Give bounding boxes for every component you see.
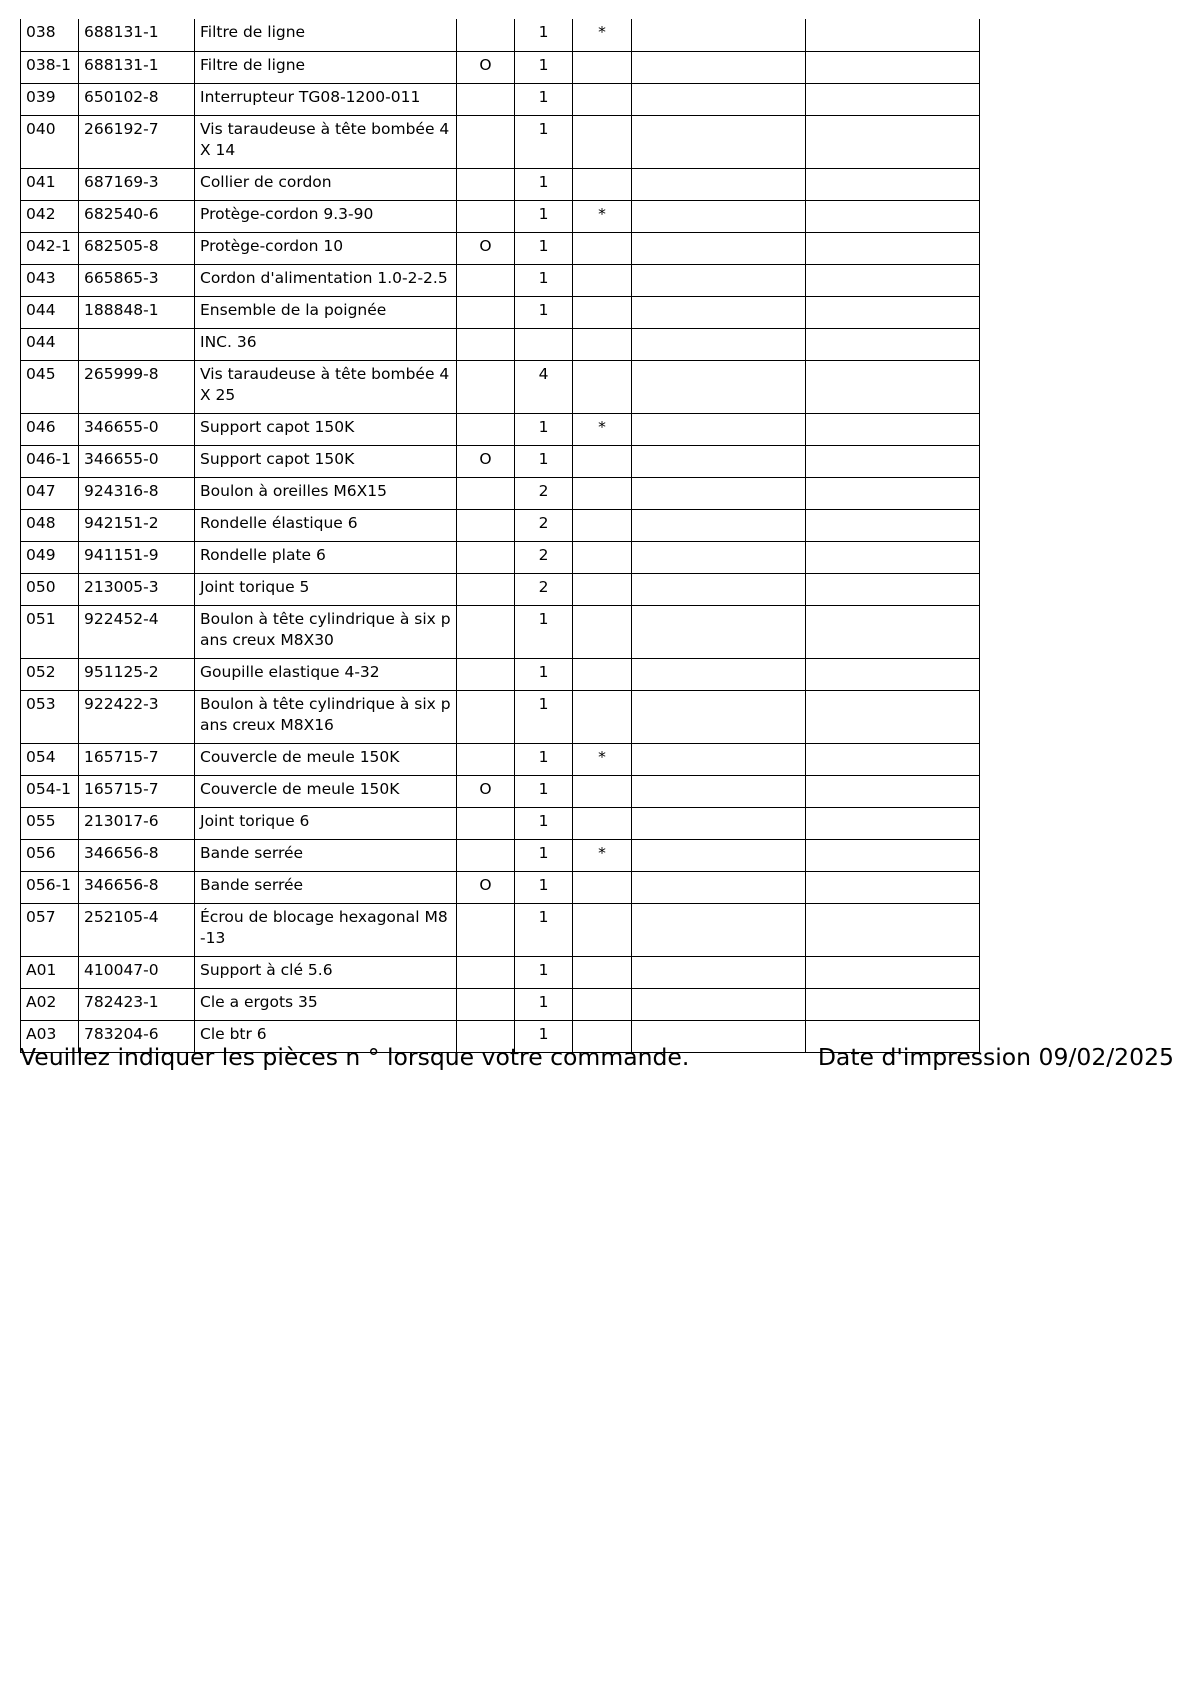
item-number-cell: 047 xyxy=(21,477,79,509)
description-cell: Support à clé 5.6 xyxy=(195,956,457,988)
description-cell: Boulon à tête cylindrique à six pans creux M8X30 xyxy=(195,605,457,658)
quantity-cell: 1 xyxy=(515,605,573,658)
quantity-cell: 1 xyxy=(515,232,573,264)
part-number-cell: 265999-8 xyxy=(79,360,195,413)
item-number-cell: 041 xyxy=(21,168,79,200)
blank-cell-2 xyxy=(806,51,980,83)
part-number-cell: 252105-4 xyxy=(79,903,195,956)
blank-cell-1 xyxy=(632,658,806,690)
table-row xyxy=(21,413,980,445)
option-cell xyxy=(457,200,515,232)
part-number-cell: 213017-6 xyxy=(79,807,195,839)
blank-cell-1 xyxy=(632,509,806,541)
blank-cell-1 xyxy=(632,115,806,168)
table-row xyxy=(21,328,980,360)
blank-cell-2 xyxy=(806,19,980,51)
part-number-cell: 783204-6 xyxy=(79,1020,195,1052)
option-cell xyxy=(457,413,515,445)
blank-cell-2 xyxy=(806,264,980,296)
mark-cell: * xyxy=(573,413,632,445)
part-number-cell: 688131-1 xyxy=(79,51,195,83)
mark-cell xyxy=(573,807,632,839)
description-cell: Boulon à tête cylindrique à six pans creux M8X16 xyxy=(195,690,457,743)
description-cell: Boulon à oreilles M6X15 xyxy=(195,477,457,509)
description-cell: Filtre de ligne xyxy=(195,19,457,51)
option-cell xyxy=(457,115,515,168)
mark-cell xyxy=(573,956,632,988)
part-number-cell: 213005-3 xyxy=(79,573,195,605)
quantity-cell: 1 xyxy=(515,413,573,445)
blank-cell-2 xyxy=(806,232,980,264)
part-number-cell: 165715-7 xyxy=(79,743,195,775)
item-number-cell: A03 xyxy=(21,1020,79,1052)
description-cell: Protège-cordon 10 xyxy=(195,232,457,264)
item-number-cell: 056-1 xyxy=(21,871,79,903)
option-cell xyxy=(457,83,515,115)
blank-cell-1 xyxy=(632,232,806,264)
option-cell xyxy=(457,573,515,605)
option-cell: O xyxy=(457,775,515,807)
mark-cell xyxy=(573,658,632,690)
item-number-cell: 040 xyxy=(21,115,79,168)
blank-cell-1 xyxy=(632,445,806,477)
mark-cell xyxy=(573,51,632,83)
blank-cell-2 xyxy=(806,413,980,445)
mark-cell xyxy=(573,509,632,541)
quantity-cell: 1 xyxy=(515,658,573,690)
blank-cell-2 xyxy=(806,871,980,903)
blank-cell-2 xyxy=(806,360,980,413)
item-number-cell: 038 xyxy=(21,19,79,51)
option-cell xyxy=(457,477,515,509)
description-cell: Protège-cordon 9.3-90 xyxy=(195,200,457,232)
blank-cell-1 xyxy=(632,19,806,51)
part-number-cell: 682505-8 xyxy=(79,232,195,264)
option-cell: O xyxy=(457,871,515,903)
mark-cell xyxy=(573,264,632,296)
table-row xyxy=(21,658,980,690)
quantity-cell: 1 xyxy=(515,903,573,956)
quantity-cell: 1 xyxy=(515,988,573,1020)
table-row xyxy=(21,51,980,83)
description-cell: INC. 36 xyxy=(195,328,457,360)
option-cell xyxy=(457,839,515,871)
mark-cell xyxy=(573,83,632,115)
order-instruction-note: Veuillez indiquer les pièces n ° lorsque votre commande. xyxy=(20,1043,690,1071)
mark-cell xyxy=(573,445,632,477)
quantity-cell: 1 xyxy=(515,168,573,200)
blank-cell-2 xyxy=(806,445,980,477)
item-number-cell: 045 xyxy=(21,360,79,413)
table-row xyxy=(21,509,980,541)
description-cell: Cle btr 6 xyxy=(195,1020,457,1052)
mark-cell xyxy=(573,541,632,573)
blank-cell-1 xyxy=(632,541,806,573)
mark-cell xyxy=(573,296,632,328)
part-number-cell: 346656-8 xyxy=(79,839,195,871)
table-row xyxy=(21,988,980,1020)
part-number-cell: 650102-8 xyxy=(79,83,195,115)
quantity-cell: 2 xyxy=(515,509,573,541)
item-number-cell: 056 xyxy=(21,839,79,871)
table-row xyxy=(21,296,980,328)
description-cell: Joint torique 6 xyxy=(195,807,457,839)
item-number-cell: 052 xyxy=(21,658,79,690)
option-cell xyxy=(457,509,515,541)
part-number-cell: 188848-1 xyxy=(79,296,195,328)
item-number-cell: A01 xyxy=(21,956,79,988)
blank-cell-2 xyxy=(806,83,980,115)
item-number-cell: 049 xyxy=(21,541,79,573)
option-cell: O xyxy=(457,232,515,264)
item-number-cell: 050 xyxy=(21,573,79,605)
mark-cell xyxy=(573,690,632,743)
blank-cell-1 xyxy=(632,743,806,775)
table-row xyxy=(21,541,980,573)
item-number-cell: 038-1 xyxy=(21,51,79,83)
blank-cell-1 xyxy=(632,296,806,328)
part-number-cell: 665865-3 xyxy=(79,264,195,296)
item-number-cell: 051 xyxy=(21,605,79,658)
mark-cell xyxy=(573,573,632,605)
blank-cell-2 xyxy=(806,541,980,573)
mark-cell xyxy=(573,328,632,360)
option-cell xyxy=(457,264,515,296)
blank-cell-1 xyxy=(632,51,806,83)
description-cell: Vis taraudeuse à tête bombée 4X 25 xyxy=(195,360,457,413)
blank-cell-1 xyxy=(632,477,806,509)
part-number-cell: 410047-0 xyxy=(79,956,195,988)
blank-cell-1 xyxy=(632,83,806,115)
description-cell: Couvercle de meule 150K xyxy=(195,775,457,807)
part-number-cell: 922452-4 xyxy=(79,605,195,658)
table-row xyxy=(21,445,980,477)
part-number-cell: 266192-7 xyxy=(79,115,195,168)
option-cell xyxy=(457,988,515,1020)
part-number-cell: 941151-9 xyxy=(79,541,195,573)
part-number-cell: 922422-3 xyxy=(79,690,195,743)
quantity-cell: 1 xyxy=(515,445,573,477)
description-cell: Écrou de blocage hexagonal M8-13 xyxy=(195,903,457,956)
mark-cell xyxy=(573,988,632,1020)
blank-cell-1 xyxy=(632,573,806,605)
quantity-cell: 4 xyxy=(515,360,573,413)
quantity-cell: 1 xyxy=(515,83,573,115)
table-row xyxy=(21,264,980,296)
option-cell xyxy=(457,541,515,573)
mark-cell: * xyxy=(573,839,632,871)
mark-cell: * xyxy=(573,19,632,51)
parts-table-body xyxy=(21,19,980,1052)
part-number-cell: 346655-0 xyxy=(79,413,195,445)
table-row xyxy=(21,775,980,807)
quantity-cell: 2 xyxy=(515,541,573,573)
blank-cell-2 xyxy=(806,658,980,690)
blank-cell-1 xyxy=(632,690,806,743)
mark-cell: * xyxy=(573,743,632,775)
table-row xyxy=(21,360,980,413)
description-cell: Goupille elastique 4-32 xyxy=(195,658,457,690)
mark-cell xyxy=(573,605,632,658)
blank-cell-2 xyxy=(806,690,980,743)
item-number-cell: 053 xyxy=(21,690,79,743)
description-cell: Bande serrée xyxy=(195,839,457,871)
part-number-cell: 688131-1 xyxy=(79,19,195,51)
description-cell: Bande serrée xyxy=(195,871,457,903)
blank-cell-1 xyxy=(632,200,806,232)
option-cell xyxy=(457,903,515,956)
quantity-cell: 1 xyxy=(515,871,573,903)
mark-cell xyxy=(573,871,632,903)
quantity-cell: 1 xyxy=(515,51,573,83)
description-cell: Vis taraudeuse à tête bombée 4X 14 xyxy=(195,115,457,168)
blank-cell-2 xyxy=(806,988,980,1020)
table-row xyxy=(21,871,980,903)
quantity-cell: 1 xyxy=(515,690,573,743)
mark-cell xyxy=(573,360,632,413)
blank-cell-1 xyxy=(632,264,806,296)
blank-cell-2 xyxy=(806,903,980,956)
mark-cell xyxy=(573,232,632,264)
blank-cell-1 xyxy=(632,605,806,658)
table-row xyxy=(21,690,980,743)
blank-cell-2 xyxy=(806,328,980,360)
quantity-cell: 2 xyxy=(515,573,573,605)
item-number-cell: A02 xyxy=(21,988,79,1020)
item-number-cell: 044 xyxy=(21,296,79,328)
blank-cell-2 xyxy=(806,296,980,328)
blank-cell-2 xyxy=(806,509,980,541)
description-cell: Ensemble de la poignée xyxy=(195,296,457,328)
part-number-cell: 687169-3 xyxy=(79,168,195,200)
blank-cell-2 xyxy=(806,956,980,988)
description-cell: Joint torique 5 xyxy=(195,573,457,605)
quantity-cell: 1 xyxy=(515,775,573,807)
option-cell xyxy=(457,605,515,658)
item-number-cell: 055 xyxy=(21,807,79,839)
item-number-cell: 042 xyxy=(21,200,79,232)
item-number-cell: 046 xyxy=(21,413,79,445)
blank-cell-2 xyxy=(806,115,980,168)
description-cell: Couvercle de meule 150K xyxy=(195,743,457,775)
description-cell: Support capot 150K xyxy=(195,445,457,477)
mark-cell xyxy=(573,775,632,807)
option-cell xyxy=(457,956,515,988)
description-cell: Support capot 150K xyxy=(195,413,457,445)
option-cell: O xyxy=(457,445,515,477)
blank-cell-1 xyxy=(632,956,806,988)
quantity-cell: 1 xyxy=(515,264,573,296)
blank-cell-2 xyxy=(806,477,980,509)
quantity-cell: 1 xyxy=(515,839,573,871)
option-cell xyxy=(457,328,515,360)
description-cell: Collier de cordon xyxy=(195,168,457,200)
blank-cell-2 xyxy=(806,775,980,807)
table-row xyxy=(21,168,980,200)
part-number-cell: 924316-8 xyxy=(79,477,195,509)
blank-cell-1 xyxy=(632,903,806,956)
item-number-cell: 057 xyxy=(21,903,79,956)
blank-cell-1 xyxy=(632,168,806,200)
quantity-cell: 1 xyxy=(515,1020,573,1052)
blank-cell-1 xyxy=(632,988,806,1020)
blank-cell-2 xyxy=(806,200,980,232)
option-cell xyxy=(457,658,515,690)
blank-cell-1 xyxy=(632,871,806,903)
mark-cell xyxy=(573,903,632,956)
mark-cell xyxy=(573,115,632,168)
option-cell xyxy=(457,807,515,839)
item-number-cell: 044 xyxy=(21,328,79,360)
description-cell: Cordon d'alimentation 1.0-2-2.5 xyxy=(195,264,457,296)
quantity-cell: 1 xyxy=(515,956,573,988)
quantity-cell: 1 xyxy=(515,19,573,51)
option-cell xyxy=(457,743,515,775)
quantity-cell: 1 xyxy=(515,743,573,775)
blank-cell-2 xyxy=(806,605,980,658)
table-row xyxy=(21,573,980,605)
table-row xyxy=(21,83,980,115)
blank-cell-2 xyxy=(806,743,980,775)
table-row xyxy=(21,19,980,51)
table-row xyxy=(21,200,980,232)
option-cell xyxy=(457,296,515,328)
part-number-cell: 346656-8 xyxy=(79,871,195,903)
description-cell: Cle a ergots 35 xyxy=(195,988,457,1020)
quantity-cell: 1 xyxy=(515,296,573,328)
item-number-cell: 046-1 xyxy=(21,445,79,477)
option-cell xyxy=(457,168,515,200)
table-row xyxy=(21,605,980,658)
part-number-cell: 346655-0 xyxy=(79,445,195,477)
part-number-cell: 951125-2 xyxy=(79,658,195,690)
blank-cell-2 xyxy=(806,573,980,605)
print-date: Date d'impression 09/02/2025 xyxy=(817,1043,1174,1071)
quantity-cell xyxy=(515,328,573,360)
table-row xyxy=(21,903,980,956)
blank-cell-1 xyxy=(632,328,806,360)
blank-cell-1 xyxy=(632,807,806,839)
option-cell xyxy=(457,19,515,51)
table-row xyxy=(21,743,980,775)
table-row xyxy=(21,115,980,168)
quantity-cell: 2 xyxy=(515,477,573,509)
table-row xyxy=(21,956,980,988)
item-number-cell: 048 xyxy=(21,509,79,541)
mark-cell: * xyxy=(573,200,632,232)
part-number-cell: 165715-7 xyxy=(79,775,195,807)
table-row xyxy=(21,477,980,509)
blank-cell-2 xyxy=(806,168,980,200)
quantity-cell: 1 xyxy=(515,200,573,232)
quantity-cell: 1 xyxy=(515,115,573,168)
option-cell xyxy=(457,690,515,743)
description-cell: Filtre de ligne xyxy=(195,51,457,83)
table-row xyxy=(21,232,980,264)
item-number-cell: 043 xyxy=(21,264,79,296)
blank-cell-2 xyxy=(806,839,980,871)
description-cell: Interrupteur TG08-1200-011 xyxy=(195,83,457,115)
item-number-cell: 042-1 xyxy=(21,232,79,264)
blank-cell-1 xyxy=(632,839,806,871)
table-row xyxy=(21,839,980,871)
parts-table xyxy=(20,19,980,1053)
quantity-cell: 1 xyxy=(515,807,573,839)
part-number-cell: 682540-6 xyxy=(79,200,195,232)
blank-cell-1 xyxy=(632,360,806,413)
blank-cell-1 xyxy=(632,775,806,807)
blank-cell-1 xyxy=(632,413,806,445)
item-number-cell: 054-1 xyxy=(21,775,79,807)
option-cell: O xyxy=(457,51,515,83)
blank-cell-2 xyxy=(806,807,980,839)
mark-cell xyxy=(573,477,632,509)
description-cell: Rondelle plate 6 xyxy=(195,541,457,573)
part-number-cell: 782423-1 xyxy=(79,988,195,1020)
part-number-cell xyxy=(79,328,195,360)
mark-cell xyxy=(573,168,632,200)
item-number-cell: 039 xyxy=(21,83,79,115)
part-number-cell: 942151-2 xyxy=(79,509,195,541)
description-cell: Rondelle élastique 6 xyxy=(195,509,457,541)
item-number-cell: 054 xyxy=(21,743,79,775)
table-row xyxy=(21,807,980,839)
option-cell xyxy=(457,360,515,413)
